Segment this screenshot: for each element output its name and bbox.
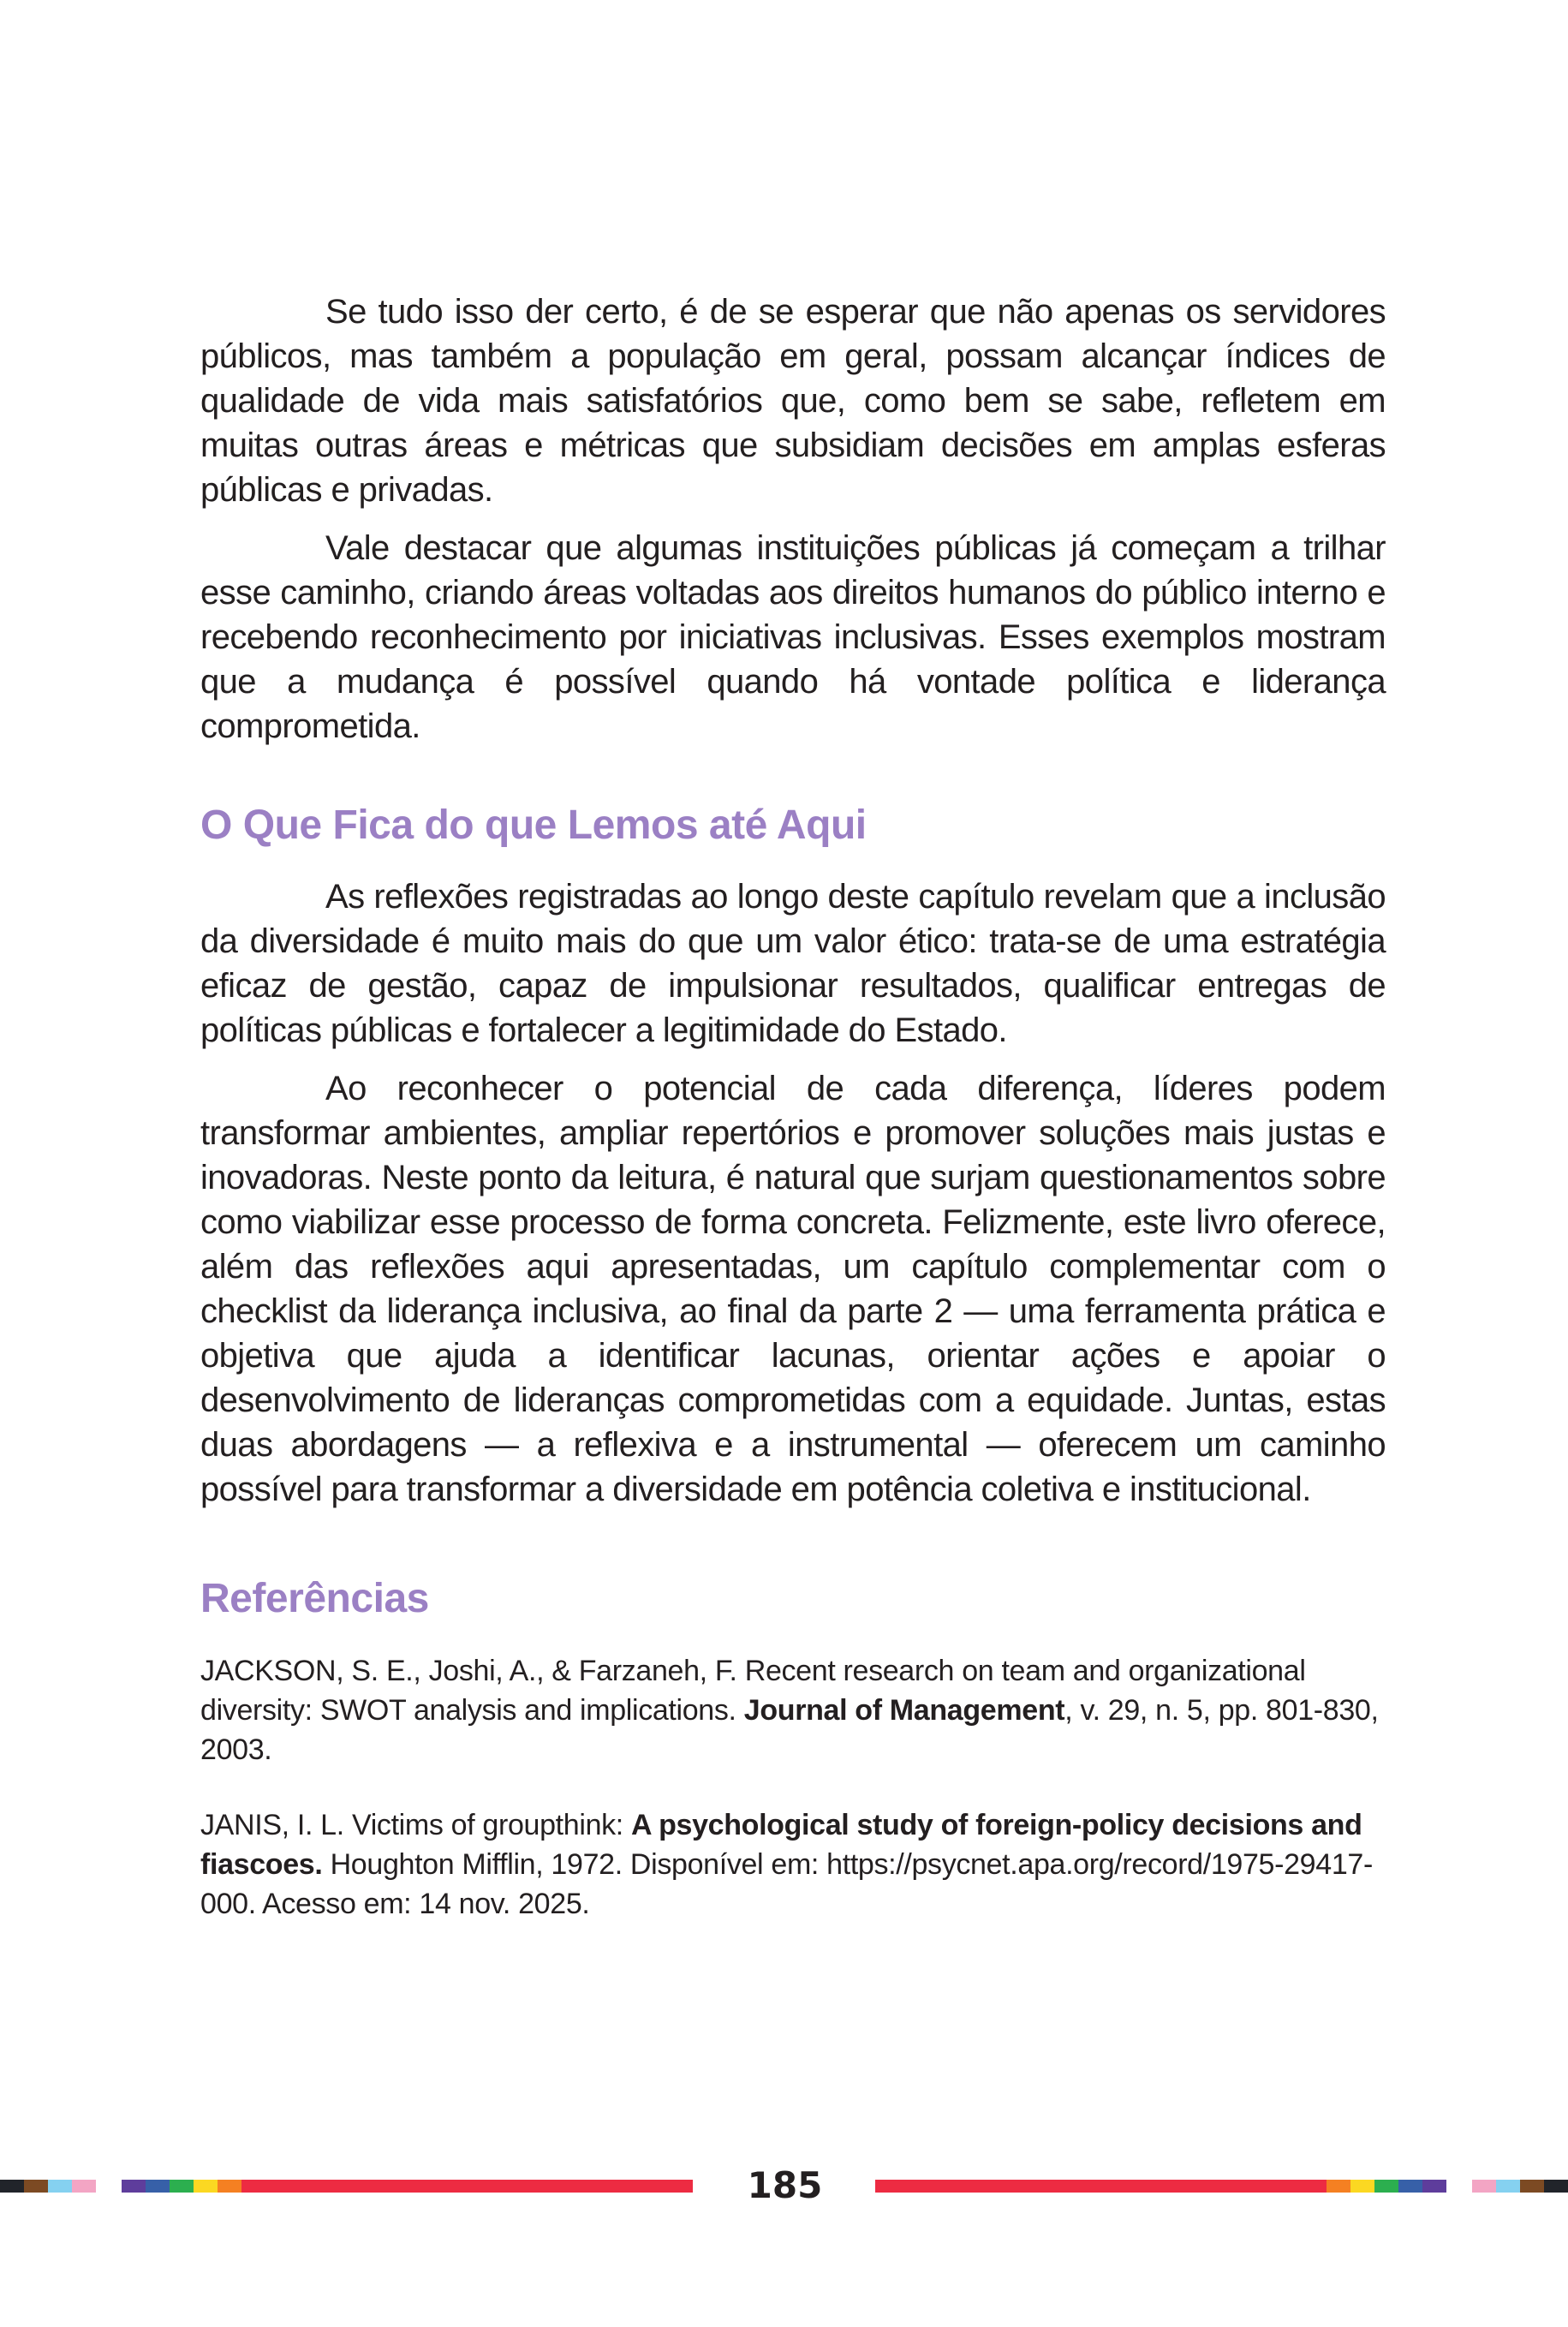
stripe-gap — [1446, 2180, 1472, 2193]
reference-item — [200, 1805, 1386, 1924]
black-stripe — [1544, 2180, 1568, 2193]
light-blue-stripe — [1496, 2180, 1520, 2193]
reference-text-segment: Journal of Management — [743, 1694, 1065, 1727]
right-red-bar — [875, 2180, 1327, 2193]
page-footer — [0, 2165, 1568, 2206]
yellow-stripe — [194, 2180, 218, 2193]
left-red-bar — [241, 2180, 693, 2193]
paragraph: Se tudo isso der certo, é de se esperar que não apenas os servidores públicos, mas também a população em geral, possam alcançar índices de qualidade de vida mais satisfatórios que, como bem se sabe, refletem em muitas outras áreas e métricas que subsidiam decisões em amplas esferas públicas e privadas. — [200, 293, 1386, 509]
reference-item — [200, 1651, 1386, 1769]
brown-stripe — [24, 2180, 48, 2193]
yellow-stripe — [1350, 2180, 1374, 2193]
reference-text-segment: A psychological study of foreign-policy decisions and fiascoes. — [200, 1809, 1362, 1881]
reference-text-segment: JACKSON, S. E., Joshi, A., & Farzaneh, F. Recent research on team and organizational diversity: SWOT analysis and implications. — [200, 1655, 1306, 1727]
reference-text-segment: JANIS, I. L. Victims of groupthink: — [200, 1809, 632, 1841]
light-blue-stripe — [48, 2180, 72, 2193]
left-inner-stripes — [122, 2180, 241, 2193]
reference-text-segment: , v. 29, n. 5, pp. 801-830, 2003. — [200, 1694, 1379, 1766]
purple-stripe — [1422, 2180, 1446, 2193]
right-inner-stripes — [1327, 2180, 1446, 2193]
reference-text-segment: Acesso em: 14 nov. 2025. — [255, 1888, 590, 1920]
reference-text-segment: https://psycnet.apa.org/record/1975-29417-000. — [200, 1848, 1373, 1920]
green-stripe — [1374, 2180, 1398, 2193]
pink-stripe — [1472, 2180, 1496, 2193]
reference-text-segment: Houghton Mifflin, 1972. Disponível em: — [322, 1848, 827, 1881]
green-stripe — [170, 2180, 194, 2193]
brown-stripe — [1520, 2180, 1544, 2193]
black-stripe — [0, 2180, 24, 2193]
paragraph: Vale destacar que algumas instituições públicas já começam a trilhar esse caminho, criando áreas voltadas aos direitos humanos do público interno e recebendo reconhecimento por iniciativas inclusivas. Esses exemplos mostram que a mudança é possível quando há vontade política e liderança comprometida. — [200, 529, 1386, 745]
section-heading: O Que Fica do que Lemos até Aqui — [200, 803, 867, 848]
page-content — [200, 289, 1386, 1960]
references-heading: Referências — [200, 1576, 429, 1621]
right-outer-stripes — [1472, 2180, 1568, 2193]
orange-stripe — [1327, 2180, 1350, 2193]
blue-stripe — [1398, 2180, 1422, 2193]
orange-stripe — [218, 2180, 241, 2193]
pink-stripe — [72, 2180, 96, 2193]
left-outer-stripes — [0, 2180, 96, 2193]
page-number: 185 — [747, 2164, 823, 2206]
blue-stripe — [146, 2180, 170, 2193]
paragraph: As reflexões registradas ao longo deste capítulo revelam que a inclusão da diversidade é muito mais do que um valor ético: trata-se de uma estratégia eficaz de gestão, capaz de impulsionar resultados, qualificar entregas de políticas públicas e fortalecer a legitimidade do Estado. — [200, 878, 1386, 1049]
stripe-gap — [96, 2180, 122, 2193]
paragraph: Ao reconhecer o potencial de cada diferença, líderes podem transformar ambientes, ampliar repertórios e promover soluções mais justas e inovadoras. Neste ponto da leitura, é natural que surjam questionamentos sobre como viabilizar esse processo de forma concreta. Felizmente, este livro oferece, além das reflexões aqui apresentadas, um capítulo complementar com o checklist da liderança inclusiva, ao final da parte 2 — uma ferramenta prática e objetiva que ajuda a identificar lacunas, orientar ações e apoiar o desenvolvimento de lideranças comprometidas com a equidade. Juntas, estas duas abordagens — a reflexiva e a instrumental — oferecem um caminho possível para transformar a diversidade em potência coletiva e institucional. — [200, 1070, 1386, 1508]
purple-stripe — [122, 2180, 146, 2193]
